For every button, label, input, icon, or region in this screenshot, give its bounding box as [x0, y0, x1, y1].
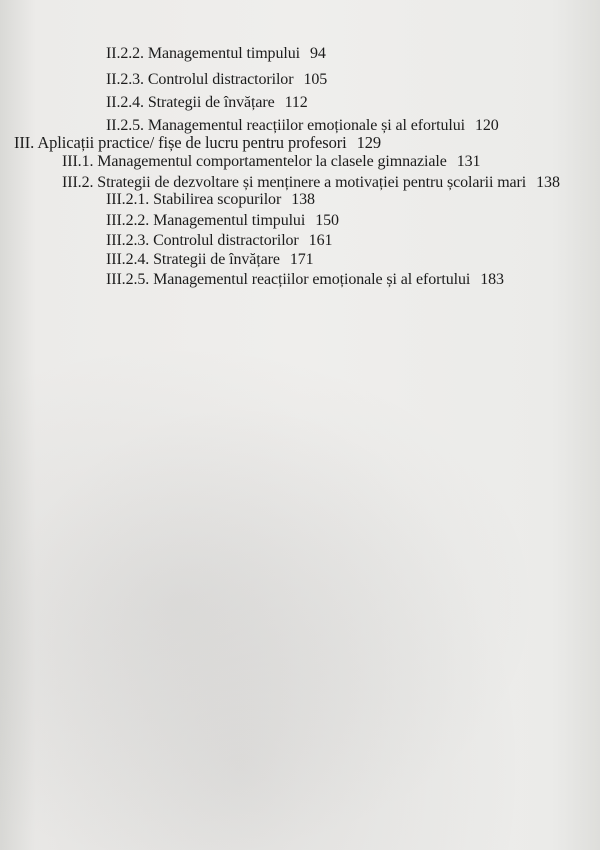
show-through-texture [0, 300, 600, 850]
toc-entry [62, 152, 480, 172]
toc-entry [106, 190, 315, 210]
toc-entry-title: III.1. Managementul comportamentelor la clasele gimnaziale [62, 153, 447, 170]
toc-entry [106, 231, 332, 251]
toc-entry-page: 150 [315, 212, 339, 229]
toc-entry-title: III.2.1. Stabilirea scopurilor [106, 191, 282, 208]
toc-entry-title: II.2.2. Managementul timpului [106, 45, 300, 62]
toc-entry-title: III.2.2. Managementul timpului [106, 212, 306, 229]
toc-entry-title: II.2.5. Managementul reacțiilor emoționale și al efortului [106, 117, 465, 134]
toc-entry-page: 94 [309, 45, 326, 62]
toc-entry-title: II.2.3. Controlul distractorilor [106, 71, 294, 88]
toc-entry [106, 44, 326, 64]
toc-entry-title: III.2.3. Controlul distractorilor [106, 232, 299, 249]
toc-entry-page: 129 [356, 133, 382, 152]
toc-entry-title: III.2. Strategii de dezvoltare și menținere a motivației pentru școlarii mari [62, 174, 527, 191]
toc-entry-page: 171 [289, 251, 314, 268]
toc-entry-page: 183 [480, 271, 504, 288]
toc-entry [106, 250, 314, 270]
toc-entry-title: II.2.4. Strategii de învățare [106, 94, 275, 111]
toc-entry-page: 120 [474, 117, 499, 134]
toc-entry [106, 211, 339, 231]
toc-entry-page: 131 [456, 153, 481, 170]
toc-entry-page: 138 [536, 174, 560, 191]
toc-entry-page: 105 [303, 71, 328, 88]
toc-entry [106, 70, 327, 90]
toc-entry-page: 161 [308, 232, 333, 249]
toc-entry [106, 93, 308, 113]
toc-entry [14, 133, 381, 153]
toc-entry-title: III.2.5. Managementul reacțiilor emoționale și al efortului [106, 271, 471, 288]
toc-entry [106, 270, 504, 290]
toc-entry-title: III.2.4. Strategii de învățare [106, 251, 280, 268]
toc-entry-title: III. Aplicații practice/ fișe de lucru pentru profesori [14, 133, 347, 152]
toc-entry-page: 138 [291, 191, 315, 208]
toc-entry-page: 112 [284, 94, 308, 111]
